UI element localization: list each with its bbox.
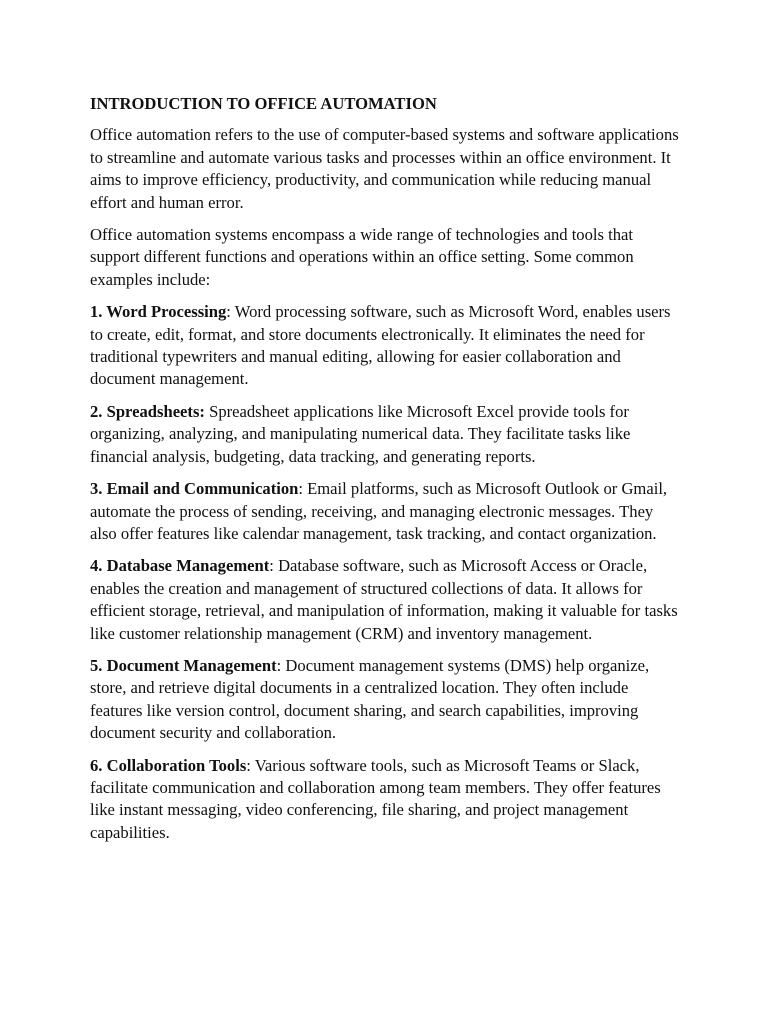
list-item-separator: : (226, 302, 235, 322)
list-item-text: Document management systems (DMS) help organize, store, and retrieve digital documents in a centralized location. They often include features like version control, document sharing, and search capabilities, improving document security and collaboration. (90, 655, 650, 743)
list-item-heading: 1. Word Processing (90, 302, 227, 322)
list-item-heading: 3. Email and Communication (90, 479, 299, 499)
list-item-heading: 5. Document Management (90, 655, 277, 675)
list-item-text: Spreadsheet applications like Microsoft Excel provide tools for organizing, analyzing, and manipulating numerical data. They facilitate tasks like financial analysis, budgeting, data tracking, and generating reports. (90, 401, 631, 466)
list-item-text: Email platforms, such as Microsoft Outlook or Gmail, automate the process of sending, receiving, and managing electronic messages. They also offer features like calendar management, task tracking, and contact organization. (90, 479, 668, 543)
list-item-separator: : (298, 479, 308, 499)
list-item-email-communication (90, 478, 680, 545)
document-title: INTRODUCTION TO OFFICE AUTOMATION (90, 94, 437, 113)
list-item-heading: 6. Collaboration Tools (90, 755, 247, 775)
list-item-heading: 2. Spreadsheets: (90, 401, 205, 421)
list-item-collaboration-tools (90, 755, 680, 845)
list-item-separator: : (246, 755, 255, 775)
list-item-separator: : (269, 556, 279, 576)
list-item-separator: : (276, 655, 286, 675)
list-item-database-management (90, 555, 680, 645)
list-item-word-processing (90, 301, 680, 391)
list-item-text: Database software, such as Microsoft Access or Oracle, enables the creation and management of structured collections of data. It allows for efficient storage, retrieval, and manipulation of information, making it valuable for tasks like customer relationship management (CRM) and inventory management. (90, 556, 678, 643)
intro-paragraph-1: Office automation refers to the use of computer-based systems and software applications to streamline and automate various tasks and processes within an office environment. It aims to improve efficiency, productivity, and communication while reducing manual effort and human error. (90, 125, 679, 212)
intro-paragraph-2: Office automation systems encompass a wide range of technologies and tools that support different functions and operations within an office setting. Some common examples include: (90, 225, 634, 289)
list-item-text: Various software tools, such as Microsoft Teams or Slack, facilitate communication and collaboration among team members. They offer features like instant messaging, video conferencing, file sharing, and project management capabilities. (90, 755, 661, 842)
list-item-heading: 4. Database Management (90, 556, 270, 576)
list-item-spreadsheets (90, 401, 680, 468)
list-item-document-management (90, 655, 680, 745)
list-item-text: Word processing software, such as Microsoft Word, enables users to create, edit, format, and store documents electronically. It eliminates the need for traditional typewriters and manual editing, allowing for easier collaboration and document management. (90, 302, 671, 389)
